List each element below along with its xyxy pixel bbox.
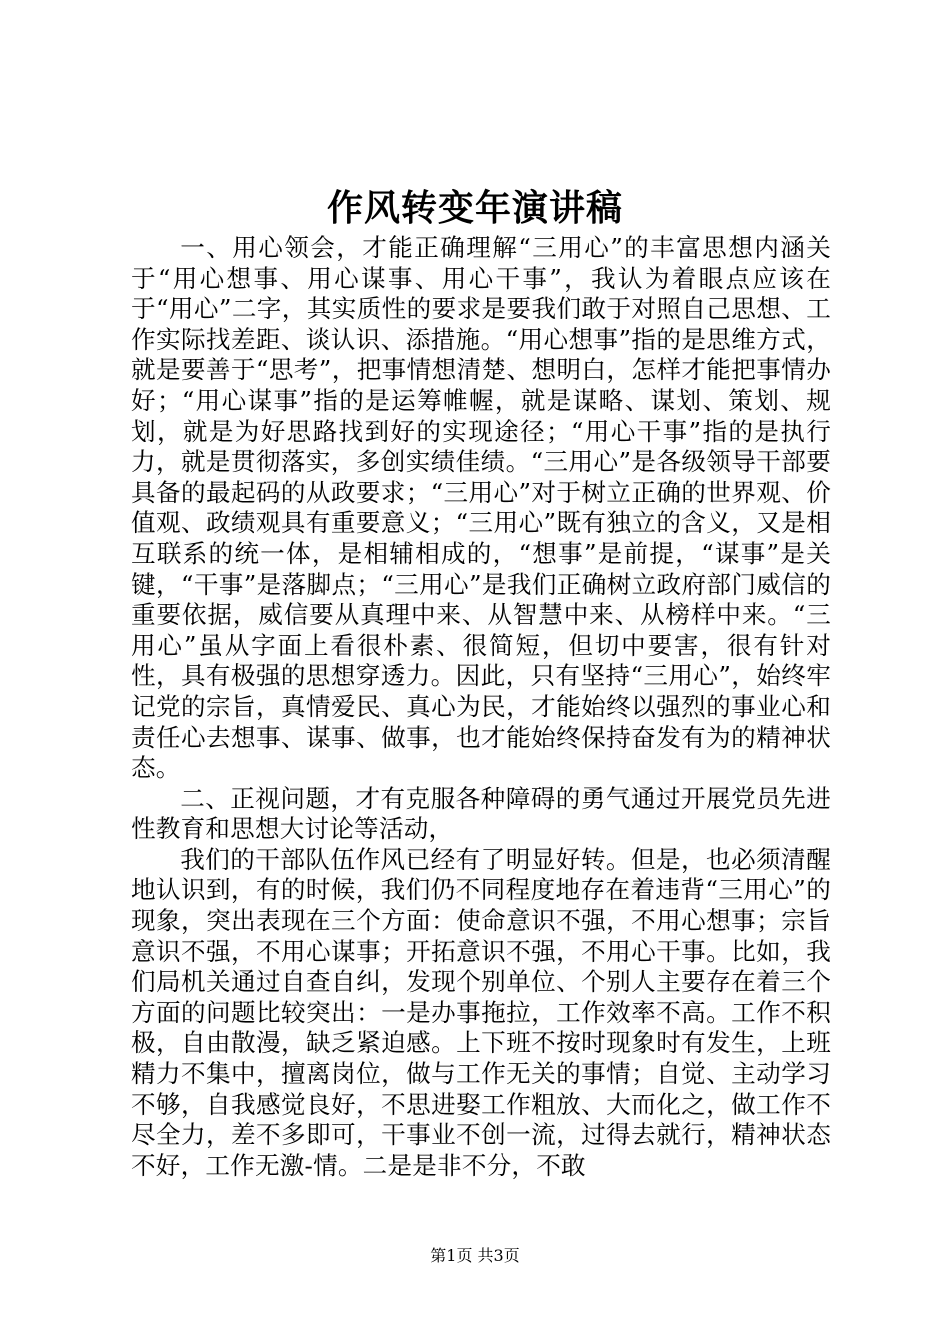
paragraph-1: 一、用心领会，才能正确理解“三用心”的丰富思想内涵关于“用心想事、用心谋事、用心干事”，我认为着眼点应该在于“用心”二字，其实质性的要求是要我们敢于对照自己思想、工作实际找差距、谈认识、添措施。“用心想事”指的是思维方式，就是要善于“思考”，把事情想清楚、想明白，怎样才能把事情办好；“用心谋事”指的是运筹帷幄，就是谋略、谋划、策划、规划，就是为好思路找到好的实现途径；“用心干事”指的是执行力，就是贯彻落实，多创实绩佳绩。“三用心”是各级领导干部要具备的最起码的从政要求；“三用心”对于树立正确的世界观、价值观、政绩观具有重要意义；“三用心”既有独立的含义，又是相互联系的统一体，是相辅相成的，“想事”是前提，“谋事”是关键，“干事”是落脚点；“三用心”是我们正确树立政府部门威信的重要依据，威信要从真理中来、从智慧中来、从榜样中来。“三用心”虽从字面上看很朴素、很简短，但切中要害，很有针对性，具有极强的思想穿透力。因此，只有坚持“三用心”，始终牢记党的宗旨，真情爱民、真心为民，才能始终以强烈的事业心和责任心去想事、谋事、做事，也才能始终保持奋发有为的精神状态。 (131, 233, 831, 783)
document-body (131, 233, 831, 1181)
page-number: 第1页 (430, 1246, 473, 1265)
paragraph-3: 我们的干部队伍作风已经有了明显好转。但是，也必须清醒地认识到，有的时候，我们仍不同程度地存在着违背“三用心”的现象，突出表现在三个方面：使命意识不强，不用心想事；宗旨意识不强，不用心谋事；开拓意识不强，不用心干事。比如，我们局机关通过自查自纠，发现个别单位、个别人主要存在着三个方面的问题比较突出：一是办事拖拉，工作效率不高。工作不积极，自由散漫，缺乏紧迫感。上下班不按时现象时有发生，上班精力不集中，擅离岗位，做与工作无关的事情；自觉、主动学习不够，自我感觉良好，不思进娶工作粗放、大而化之，做工作不尽全力，差不多即可，干事业不创一流，过得去就行，精神状态不好，工作无激-情。二是是非不分，不敢 (131, 844, 831, 1180)
page-footer (0, 1245, 950, 1267)
paragraph-2: 二、正视问题，才有克服各种障碍的勇气通过开展党员先进性教育和思想大讨论等活动， (131, 783, 831, 844)
document-title: 作风转变年演讲稿 (326, 187, 623, 229)
page-total: 共3页 (477, 1246, 520, 1265)
